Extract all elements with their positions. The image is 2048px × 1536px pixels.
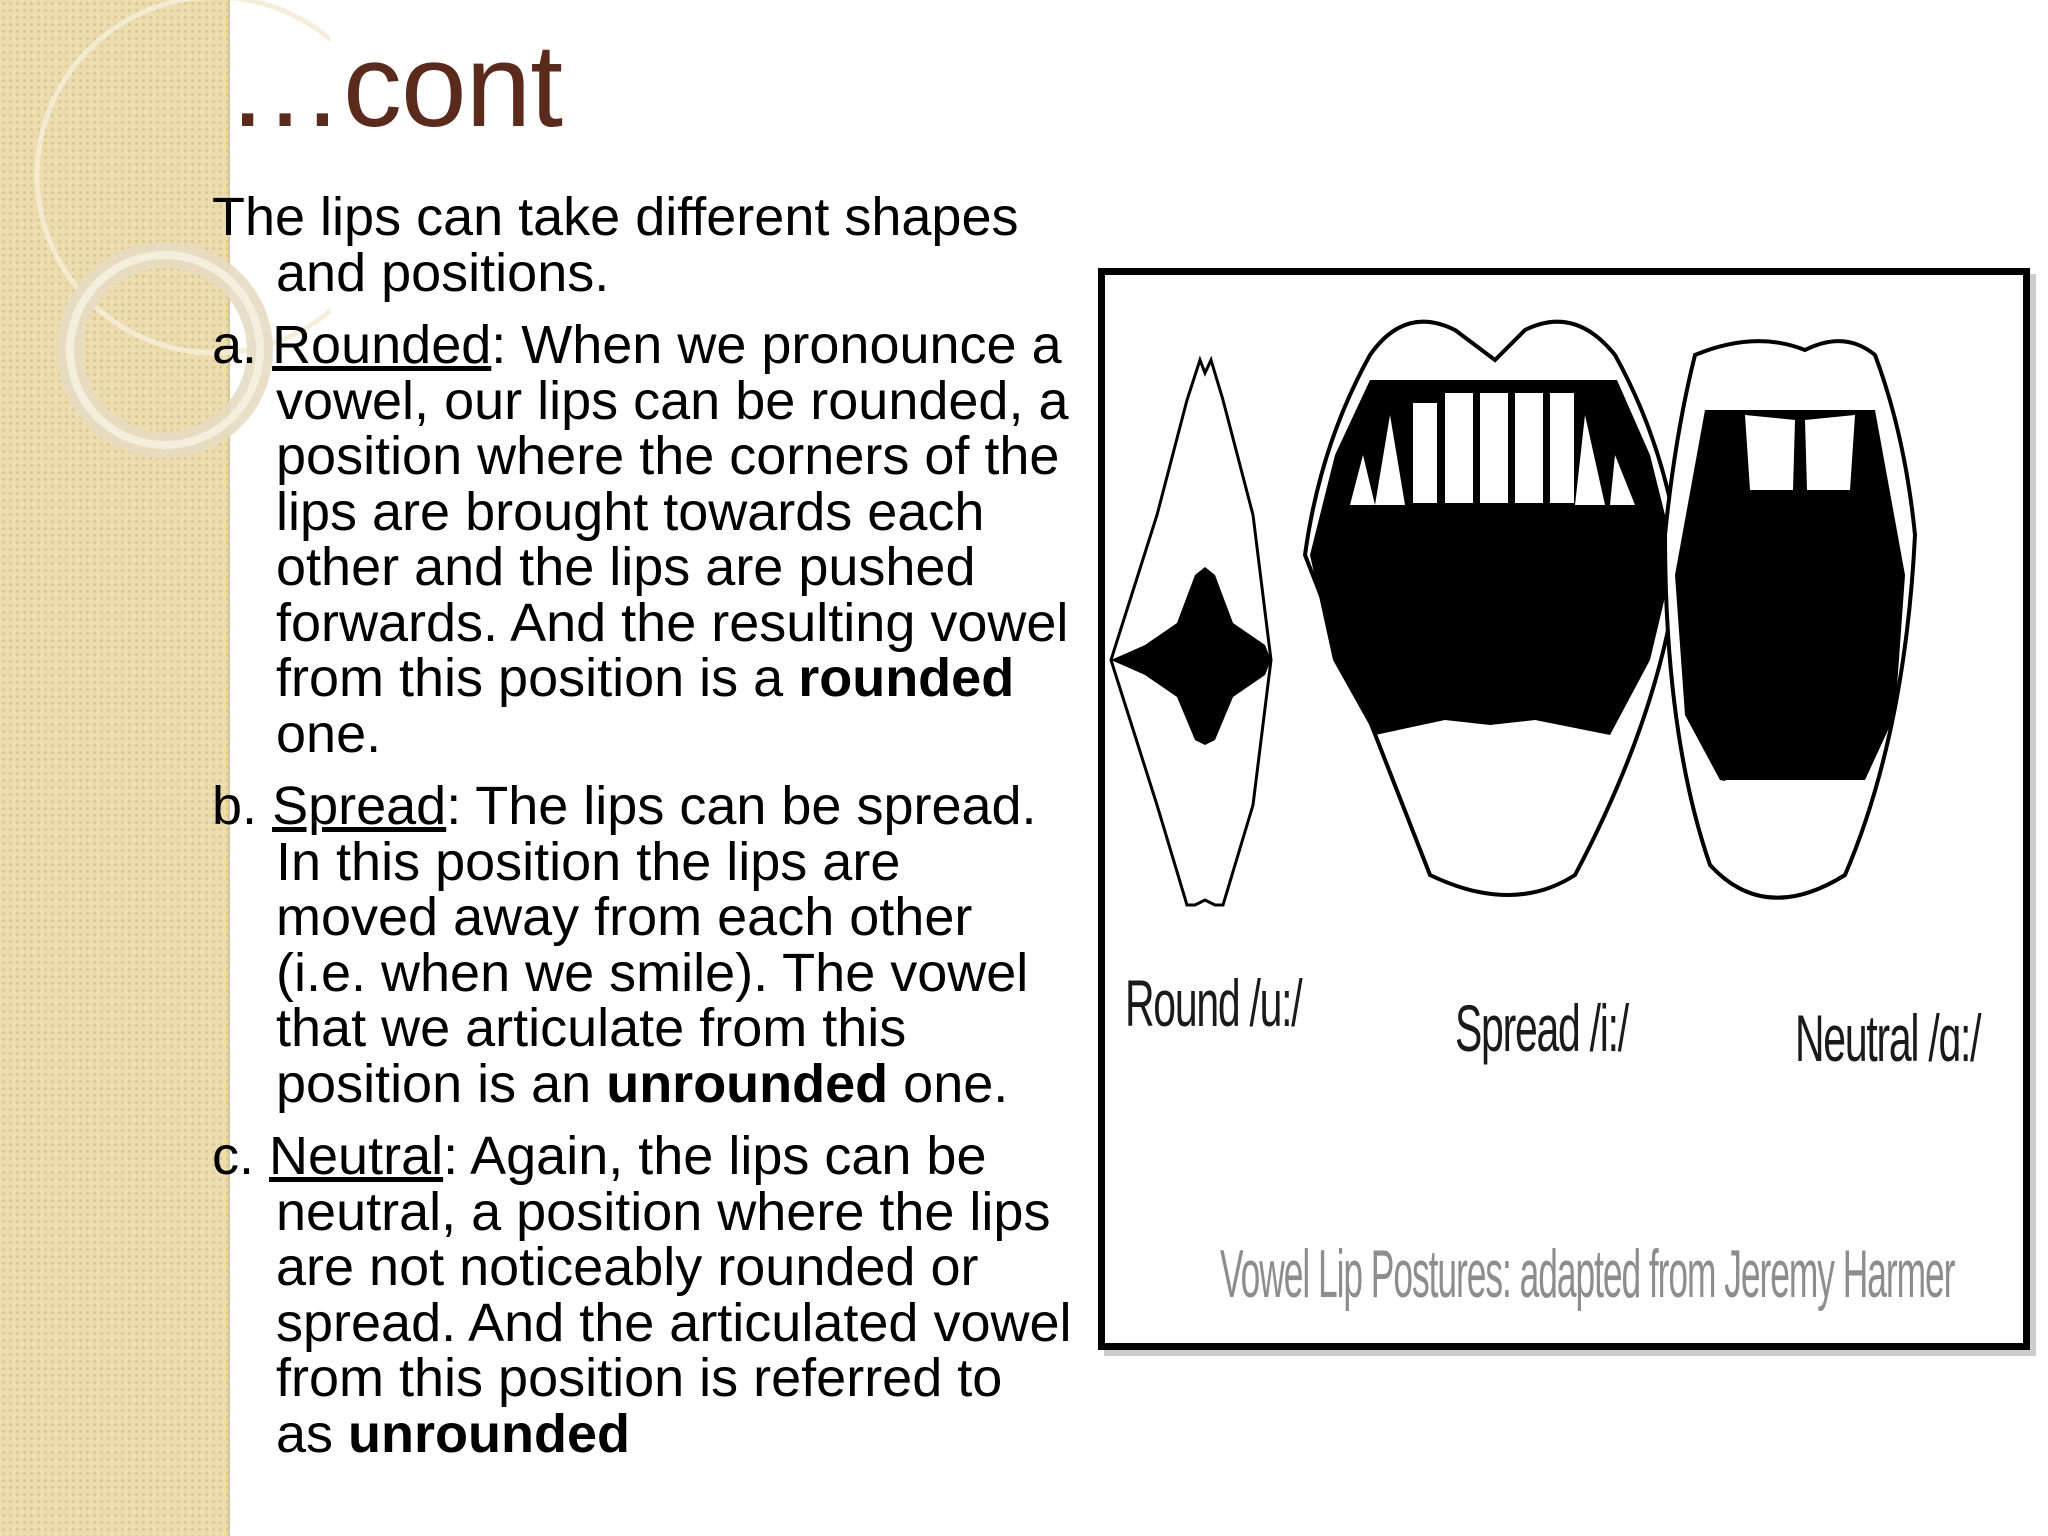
term-spread: Spread bbox=[272, 776, 447, 836]
label-neutral: Neutral /ɑ:/ bbox=[1795, 1001, 1981, 1075]
item-rounded: a. Rounded: When we pronounce a vowel, our lips can be rounded, a position where the corners of the lips are brought towards each other and the lips are pushed forwards. And the resulting vowel from this position is a rounded one. bbox=[212, 315, 1069, 764]
slide-body bbox=[212, 187, 1072, 1479]
bold-unrounded: unrounded bbox=[606, 1053, 889, 1114]
spread-mouth-illustration bbox=[1305, 322, 1680, 895]
term-neutral: Neutral bbox=[269, 1126, 444, 1186]
label-round: Round /u:/ bbox=[1125, 966, 1302, 1040]
figure-credit: Vowel Lip Postures: adapted from Jeremy Harmer bbox=[1220, 1236, 1955, 1312]
intro-paragraph: The lips can take different shapes and positions. bbox=[212, 187, 1019, 303]
term-rounded: Rounded bbox=[272, 315, 492, 375]
item-neutral: c. Neutral: Again, the lips can be neutral, a position where the lips are not noticeably rounded or spread. And the articulated vowel from this position is referred to as unrounded bbox=[212, 1126, 1072, 1464]
item-spread: b. Spread: The lips can be spread. In this position the lips are moved away from each other (i.e. when we smile). The vowel that we articulate from this position is an unrounded one. bbox=[212, 776, 1037, 1114]
lip-postures-illustration bbox=[1105, 275, 2023, 1343]
bold-unrounded-neutral: unrounded bbox=[348, 1403, 630, 1464]
label-spread: Spread /i:/ bbox=[1455, 991, 1628, 1065]
bold-rounded: rounded bbox=[798, 648, 1015, 708]
round-mouth-illustration bbox=[1111, 360, 1271, 905]
slide-title: …cont bbox=[226, 20, 563, 152]
neutral-mouth-illustration bbox=[1665, 341, 1915, 898]
lip-postures-figure bbox=[1098, 268, 2030, 1350]
